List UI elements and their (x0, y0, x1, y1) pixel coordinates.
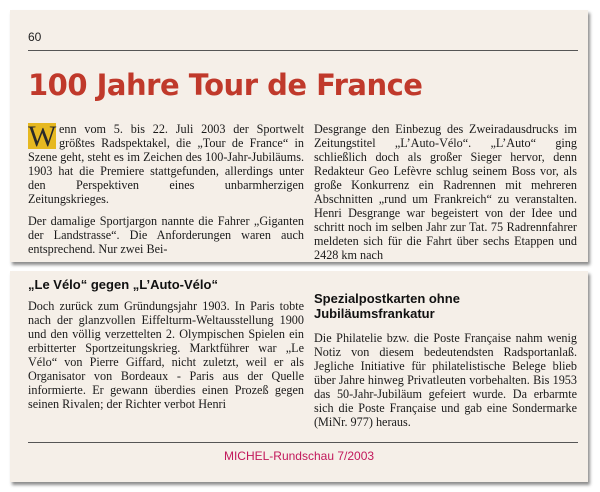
paragraph-1-text: enn vom 5. bis 22. Juli 2003 der Sportwelt größtes Radspektakel, die „Tour de France“ in Szene geht, steht es im Zeichen des 100-Jahr-Jubiläums. 1903 hat die Premiere stattgefunden, allerdings unter den Perspektiven eines unbarmherzigen Zeitungskrieges. (28, 122, 304, 206)
section-2-paragraph: Die Philatelie bzw. die Poste Française nahm wenig Notiz von diesem bedeutendsten Radsportanlaß. Jegliche Initiative für philatelistische Belege blieb über Jahre hinweg Privatleuten vorbehalten. Bis 1953 das 50-Jahr-Jubiläum gefeiert wurde. Da erbarmte sich die Poste Française und gab eine Sondermarke (MiNr. 977) heraus. (314, 331, 577, 429)
page-number: 60 (28, 30, 42, 44)
section-2-text (314, 331, 577, 437)
section-1-text (28, 299, 304, 419)
section-heading-le-velo: „Le Vélo“ gegen „L’Auto-Vélo“ (28, 277, 218, 292)
headline: 100 Jahre Tour de France (28, 68, 423, 102)
source-credit: MICHEL-Rundschau 7/2003 (223, 449, 375, 463)
paragraph-2: Der damalige Sportjargon nannte die Fahrer „Giganten der Landstrasse“. Die Anforderungen waren auch entsprechend. Nur zwei Bei- (28, 214, 304, 256)
article-clip-bottom (10, 271, 588, 482)
dropcap: W (28, 120, 57, 153)
article-clip-top (10, 10, 588, 262)
bottom-rule (28, 442, 578, 443)
section-1-paragraph: Doch zurück zum Gründungsjahr 1903. In Paris tobte nach der glanzvollen Eiffelturm-Weltausstellung 1900 und den völlig verzettelten 2. Olympischen Spielen ein erbitterter Sportzeitungskrieg. Marktführer war „Le Vélo“ von Pierre Giffard, nicht zuletzt, weil er als Organisator von Bordeaux - Paris aus der Quelle informierte. Er gewann überdies einen Prozeß gegen seinen Rivalen; der Richter verbot Henri (28, 299, 304, 411)
paragraph-1 (28, 122, 304, 206)
section-heading-postkarten: Spezialpostkarten ohne Jubiläumsfrankatur (314, 291, 460, 321)
article-column-2 (314, 122, 577, 262)
top-rule (28, 50, 578, 51)
article-column-1 (28, 122, 304, 262)
paragraph-3: Desgrange den Einbezug des Zweiradausdrucks im Zeitungstitel „L’Auto-Vélo“. „L’Auto“ ging schließlich doch als großer Sieger hervor, denn Redakteur Geo Lefèvre schlug seinem Boss vor, als große Konkurrenz ein Radrennen mit mehreren Abschnitten „rund um Frankreich“ zu veranstalten. Henri Desgrange war begeistert von der Idee und schritt noch im selben Jahr zur Tat. 75 Radrennfahrer meldeten sich für die Fahrt über sechs Etappen und 2428 km nach (314, 122, 577, 262)
